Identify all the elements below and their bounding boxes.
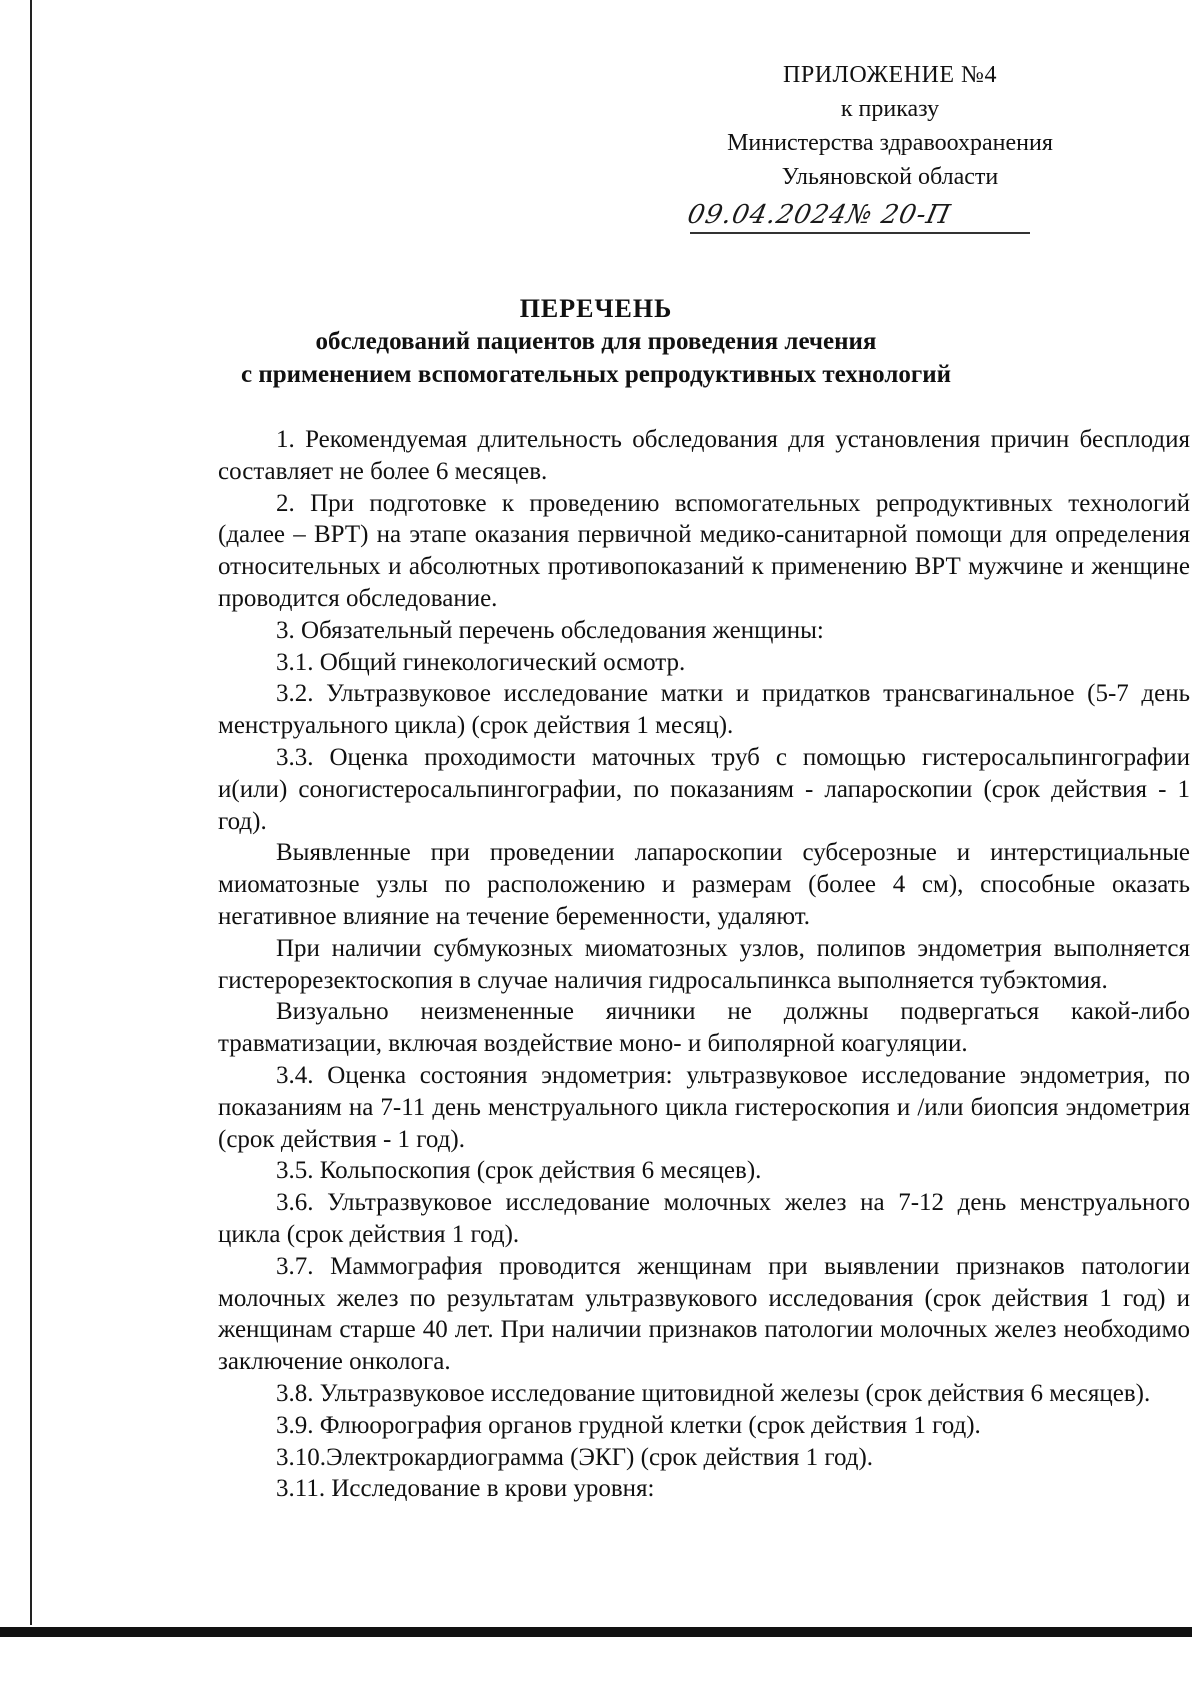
order-reference-line: к приказу	[840, 96, 940, 122]
paragraph-3-7: 3.7. Маммография проводится женщинам при выявлении признаков патологии молочных желез по результатам ультразвукового исследования (срок действия 1 год) и женщинам старше 40 лет. При наличии признаков патологии молочных желез необходимо заключение онколога.	[218, 1252, 1190, 1376]
appendix-title: ПРИЛОЖЕНИЕ №4	[783, 62, 997, 88]
document-title-subtitle-2: с применением вспомогательных репродуктивных технологий	[240, 361, 952, 388]
date-underline	[690, 232, 1030, 234]
paragraph-3-8: 3.8. Ультразвуковое исследование щитовидной железы (срок действия 6 месяцев).	[276, 1379, 1151, 1407]
paragraph-submucous-nodes: При наличии субмукозных миоматозных узлов, полипов эндометрия выполняется гистерорезектоскопия в случае наличия гидросальпинкса выполняется тубэктомия.	[218, 934, 1190, 994]
paragraph-laparoscopy-findings: Выявленные при проведении лапароскопии субсерозные и интерстициальные миоматозные узлы по расположению и размерам (более 4 см), способные оказать негативное влияние на течение беременности, удаляют.	[218, 839, 1190, 930]
paragraph-3-5: 3.5. Кольпоскопия (срок действия 6 месяцев).	[276, 1157, 762, 1185]
paragraph-1: 1. Рекомендуемая длительность обследования для установления причин бесплодия составляет не более 6 месяцев.	[218, 426, 1190, 485]
appendix-header	[684, 58, 1090, 236]
paragraph-3: 3. Обязательный перечень обследования женщины:	[276, 616, 824, 644]
paragraph-3-3: 3.3. Оценка проходимости маточных труб с помощью гистеросальпингографии и(или) соногистеросальпингографии, по показаниям - лапароскопии (срок действия - 1 год).	[218, 743, 1190, 835]
region-name-line: Ульяновской области	[781, 164, 999, 190]
paragraph-3-10: 3.10.Электрокардиограмма (ЭКГ) (срок действия 1 год).	[276, 1443, 874, 1471]
document-title-main: ПЕРЕЧЕНЬ	[519, 294, 673, 323]
paragraph-3-4: 3.4. Оценка состояния эндометрия: ультразвуковое исследование эндометрия, по показаниям на 7-11 день менструального цикла гистероскопия и /или биопсия эндометрия (срок действия - 1 год).	[218, 1061, 1190, 1153]
page-bottom-border	[0, 1627, 1192, 1637]
handwritten-date-number	[684, 196, 1090, 236]
handwritten-date-text: 09.04.2024№ 20-П	[684, 200, 954, 230]
document-title	[0, 292, 1192, 391]
ministry-name-line: Министерства здравоохранения	[727, 130, 1053, 156]
document-body	[218, 424, 1190, 1505]
paragraph-3-1: 3.1. Общий гинекологический осмотр.	[276, 648, 686, 676]
paragraph-3-2: 3.2. Ультразвуковое исследование матки и придатков трансвагинальное (5-7 день менструального цикла) (срок действия 1 месяц).	[218, 680, 1190, 740]
paragraph-3-6: 3.6. Ультразвуковое исследование молочных желез на 7-12 день менструального цикла (срок действия 1 год).	[218, 1189, 1190, 1248]
paragraph-3-11: 3.11. Исследование в крови уровня:	[276, 1475, 655, 1503]
paragraph-3-9: 3.9. Флюорография органов грудной клетки (срок действия 1 год).	[276, 1411, 981, 1439]
page-left-edge-rule	[30, 0, 32, 1625]
paragraph-2: 2. При подготовке к проведению вспомогательных репродуктивных технологий (далее – ВРТ) на этапе оказания первичной медико-санитарной помощи для определения относительных и абсолютных противопоказаний к применению ВРТ мужчине и женщине проводится обследование.	[218, 489, 1190, 612]
paragraph-ovaries: Визуально неизмененные яичники не должны подвергаться какой-либо травматизации, включая воздействие моно- и биполярной коагуляции.	[218, 998, 1190, 1058]
document-title-subtitle-1: обследований пациентов для проведения лечения	[315, 328, 877, 355]
